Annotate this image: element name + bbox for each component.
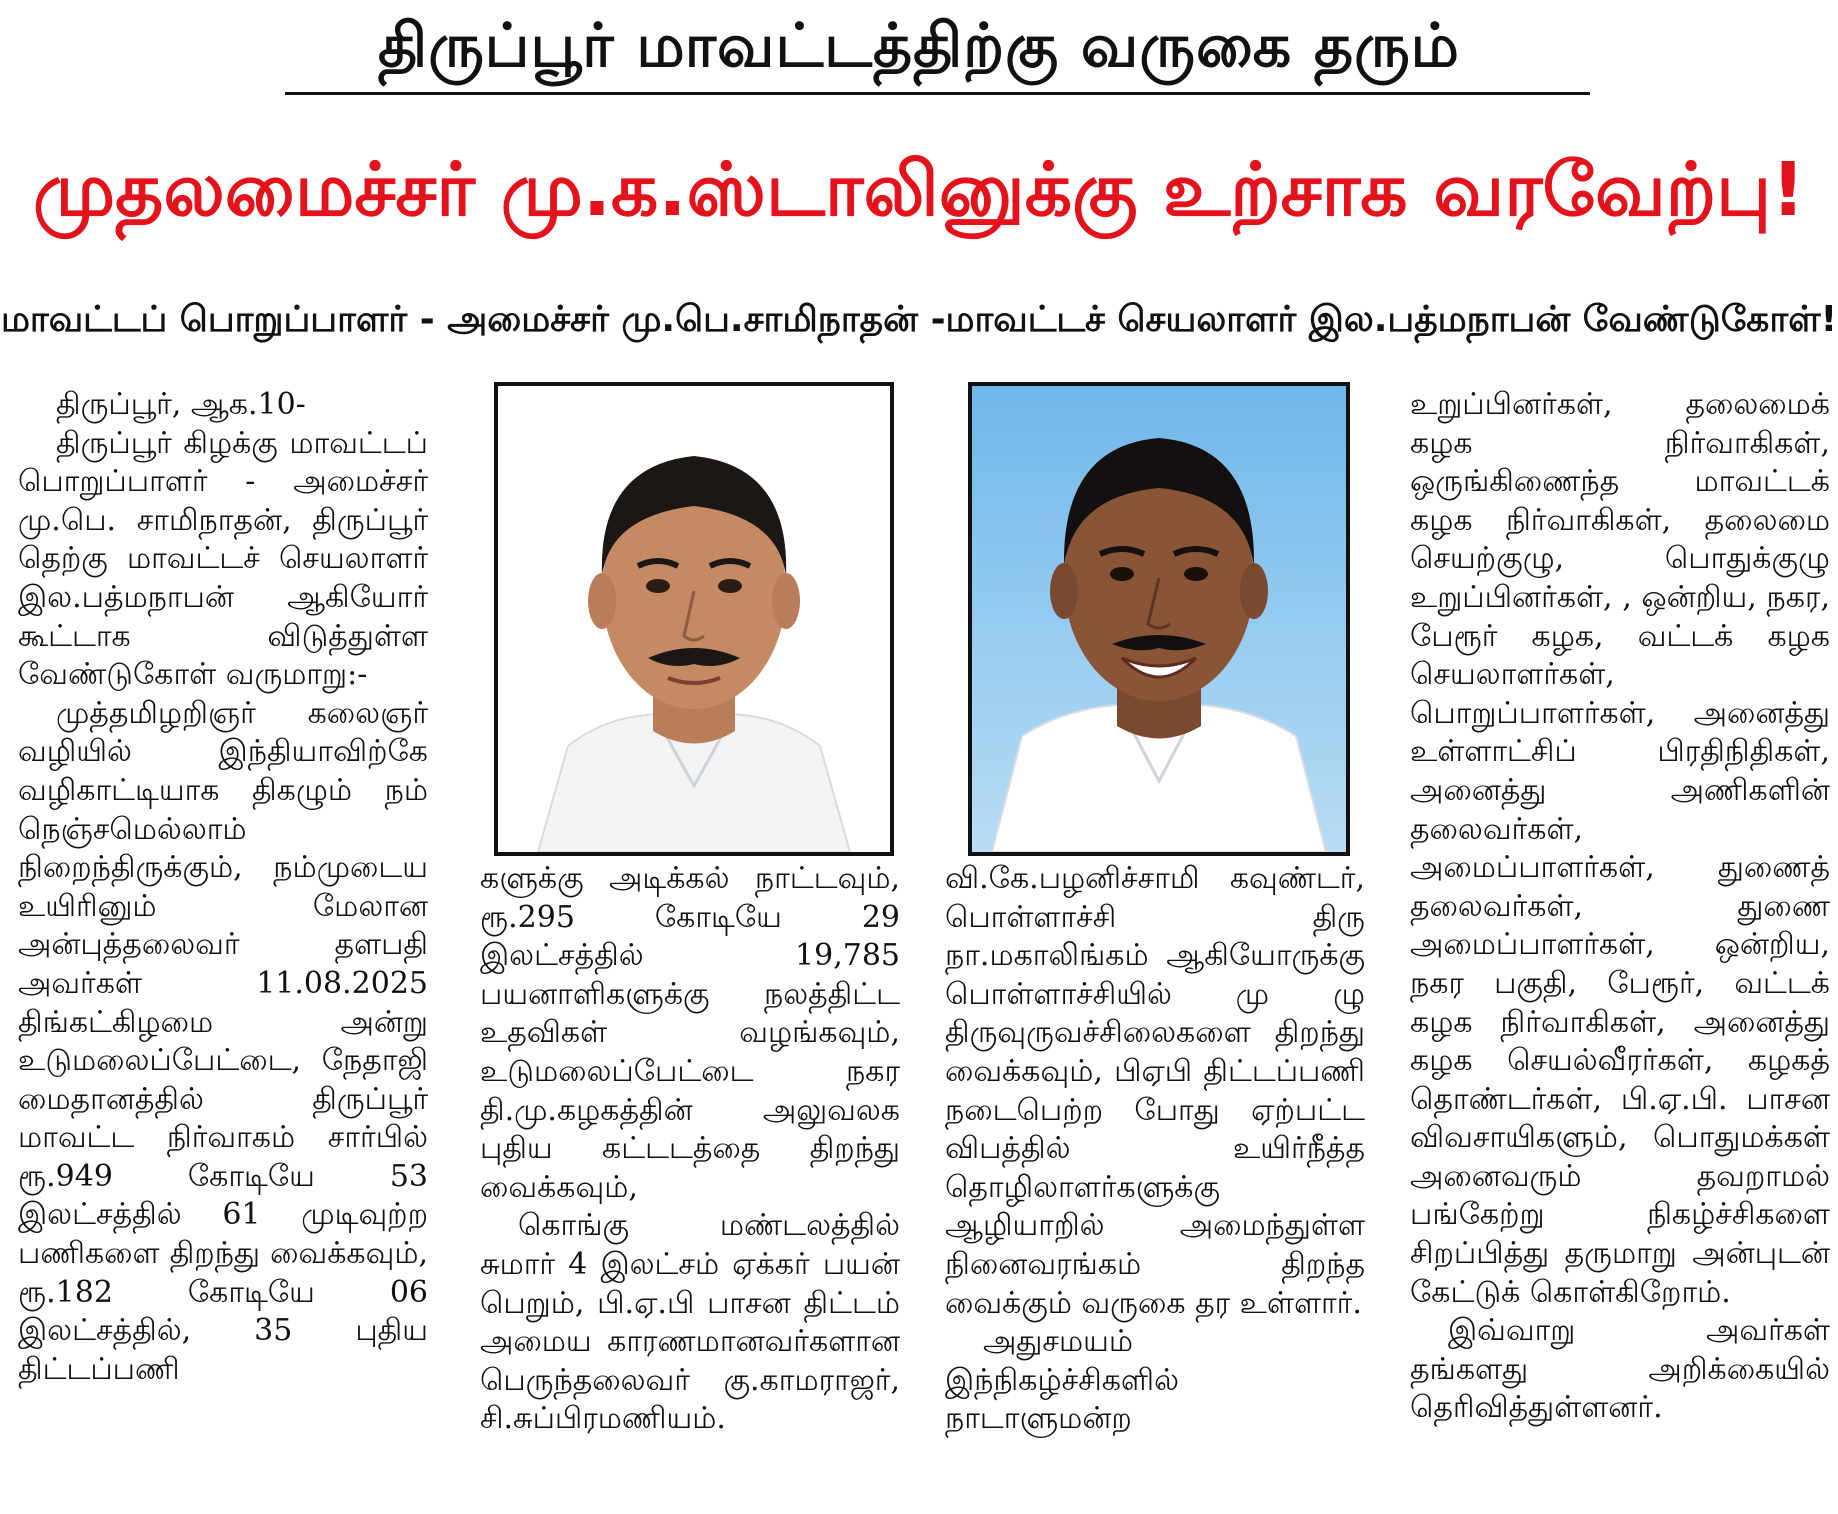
article-column-4: [1410, 386, 1830, 1428]
article-column-2: [480, 860, 900, 1439]
paragraph: இவ்வாறு அவர்கள் தங்களது அறிக்கையில் தெரிவித்துள்ளனர்.: [1410, 1313, 1830, 1426]
paragraph: அதுசமயம் இந்நிகழ்ச்சிகளில் நாடாளுமன்ற: [945, 1324, 1179, 1437]
paragraph: முத்தமிழறிஞர் கலைஞர் வழியில் இந்தியாவிற்கே வழிகாட்டியாக திகழும் நம் நெஞ்சமெல்லாம் நிறைந்திருக்கும், நம்முடைய உயிரினும் மேலான அன்புத்தலைவர் தளபதி அவர்கள் 11.08.2025 திங்கட்கிழமை அன்று உடுமலைப்பேட்டை, நேதாஜி மைதானத்தில் திருப்பூர் மாவட்ட நிர்வாகம் சார்பில் ரூ.949 கோடியே 53 இலட்சத்தில் 61 முடிவுற்ற பணிகளை திறந்து வைக்கவும், ரூ.182 கோடியே 06 இலட்சத்தில், 35 புதிய திட்டப்பணி: [18, 695, 428, 1387]
article-kicker: திருப்பூர் மாவட்டத்திற்கு வருகை தரும்: [378, 11, 1460, 81]
article-headline: முதலமைச்சர் மு.க.ஸ்டாலினுக்கு உற்சாக வரவேற்பு!: [33, 147, 1805, 233]
paragraph: கொங்கு மண்டலத்தில் சுமார் 4 இலட்சம் ஏக்கர் பயன் பெறும், பி.ஏ.பி பாசன திட்டம் அமைய காரணமானவர்களான பெருந்தலைவர் கு.காமராஜர், சி.சுப்பிரமணியம்.: [480, 1208, 900, 1437]
portrait-illustration: [972, 386, 1346, 852]
article-subhead: மாவட்டப் பொறுப்பாளர் - அமைச்சர் மு.பெ.சாமிநாதன் -மாவட்டச் செயலாளர் இல.பத்மநாபன் வேண்டுகோள்!: [0, 299, 1838, 340]
article-column-3: [945, 860, 1365, 1439]
portrait-illustration: [498, 386, 890, 852]
paragraph: உறுப்பினர்கள், தலைமைக் கழக நிர்வாகிகள், ஒருங்கிணைந்த மாவட்டக் கழக நிர்வாகிகள், தலைமை செயற்குழு, பொதுக்குழு உறுப்பினர்கள், , ஒன்றிய, நகர, பேரூர் கழக, வட்டக் கழக செயலாளர்கள், பொறுப்பாளர்கள், அனைத்து உள்ளாட்சிப் பிரதிநிதிகள், அனைத்து அணிகளின் தலைவர்கள், அமைப்பாளர்கள், துணைத் தலைவர்கள், துணை அமைப்பாளர்கள், ஒன்றிய, நகர பகுதி, பேரூர், வட்டக் கழக நிர்வாகிகள், அனைத்து கழக செயல்வீரர்கள், கழகத் தொண்டர்கள், பி.ஏ.பி. பாசன விவசாயிகளும், பொதுமக்கள் அனைவரும் தவறாமல் பங்கேற்று நிகழ்ச்சிகளை சிறப்பித்து தருமாறு அன்புடன் கேட்டுக் கொள்கிறோம்.: [1410, 387, 1830, 1310]
paragraph: திருப்பூர் கிழக்கு மாவட்டப் பொறுப்பாளர் - அமைச்சர் மு.பெ. சாமிநாதன், திருப்பூர் தெற்கு மாவட்டச் செயலாளர் இல.பத்மநாபன் ஆகியோர் கூட்டாக விடுத்துள்ள வேண்டுகோள் வருமாறு:-: [18, 425, 428, 693]
portrait-photo-left: [494, 382, 894, 856]
portrait-photo-right: [968, 382, 1350, 856]
dateline: திருப்பூர், ஆக.10-: [56, 387, 306, 422]
paragraph: களுக்கு அடிக்கல் நாட்டவும், ரூ.295 கோடியே 29 இலட்சத்தில் 19,785 பயனாளிகளுக்கு நலத்திட்ட உதவிகள் வழங்கவும், உடுமலைப்பேட்டை நகர தி.மு.கழகத்தின் அலுவலக புதிய கட்டடத்தை திறந்து வைக்கவும்,: [480, 861, 900, 1205]
paragraph: வி.கே.பழனிச்சாமி கவுண்டர், பொள்ளாச்சி திரு நா.மகாலிங்கம் ஆகியோருக்கு பொள்ளாச்சியில் மு ழு திருவுருவச்சிலைகளை திறந்து வைக்கவும், பிஏபி திட்டப்பணி நடைபெற்ற போது ஏற்பட்ட விபத்தில் உயிர்நீத்த தொழிலாளர்களுக்கு ஆழியாறில் அமைந்துள்ள நினைவரங்கம் திறந்த வைக்கும் வருகை தர உள்ளார்.: [945, 861, 1365, 1321]
article-column-1: [18, 386, 428, 1389]
kicker-underline: [285, 92, 1590, 95]
